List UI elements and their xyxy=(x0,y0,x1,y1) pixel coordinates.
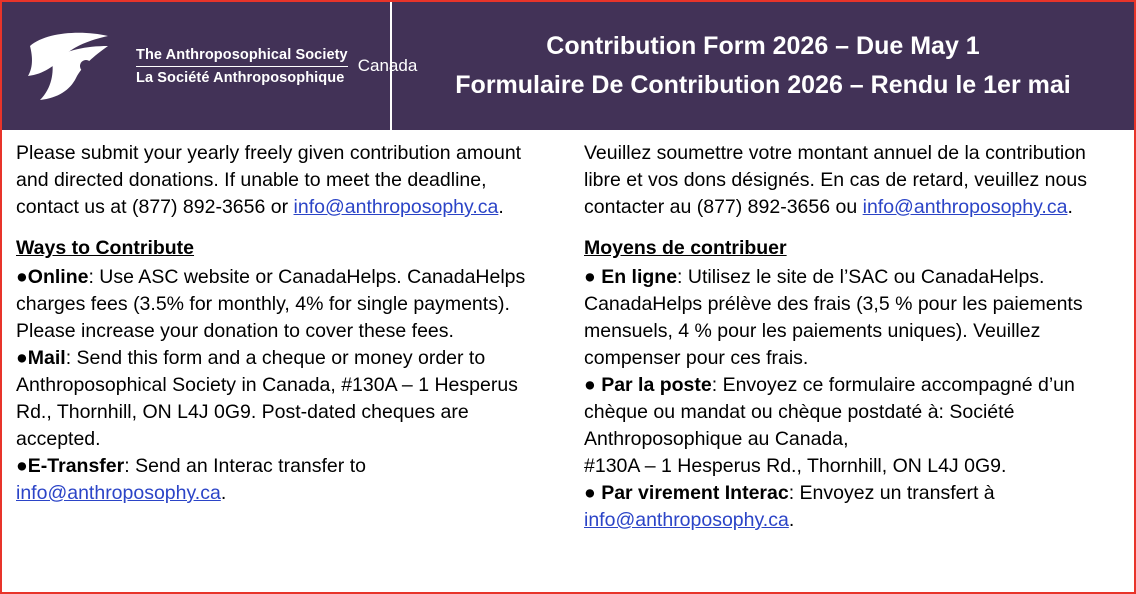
english-etransfer-label: ●E-Transfer xyxy=(16,455,125,477)
english-mail-item xyxy=(16,345,540,453)
english-mail-text: : Send this form and a cheque or money order to Anthroposophical Society in Canada, #130A – 1 Hesperus Rd., Thornhill, ON L4J 0G9. Post-dated cheques are accepted. xyxy=(16,347,518,450)
french-mail-label: ● Par la poste xyxy=(584,374,712,396)
logo-text xyxy=(136,47,417,86)
french-intro-text-2: . xyxy=(1067,196,1073,218)
french-column xyxy=(568,140,1124,534)
form-title-french: Formulaire De Contribution 2026 – Rendu le 1er mai xyxy=(455,71,1071,99)
anthroposophical-society-logo-icon xyxy=(24,30,124,102)
french-etransfer-end: . xyxy=(788,509,795,531)
logo-country-label: Canada xyxy=(357,56,418,75)
english-online-item xyxy=(16,264,540,345)
english-etransfer-item xyxy=(16,453,540,507)
french-etransfer-text: : Envoyez un transfert à xyxy=(788,482,995,504)
french-etransfer-email-link[interactable]: info@anthroposophy.ca xyxy=(584,509,789,531)
english-online-text: : Use ASC website or CanadaHelps. CanadaHelps charges fees (3.5% for monthly, 4% for single payments). Please increase your donation to cover these fees. xyxy=(16,266,526,342)
english-online-label: ●Online xyxy=(16,266,89,288)
logo-line-english: The Anthroposophical Society xyxy=(136,47,348,67)
french-online-label: ● En ligne xyxy=(584,266,678,288)
english-mail-label: ●Mail xyxy=(16,347,66,369)
french-online-text: : Utilisez le site de l’SAC ou CanadaHelps. CanadaHelps prélève des frais (3,5 % pour les paiements mensuels, 4 % pour les paiements uniques). Veuillez compenser pour ces frais. xyxy=(584,266,1083,369)
english-etransfer-text: : Send an Interac transfer to xyxy=(124,455,366,477)
french-mail-text: : Envoyez ce formulaire accompagné d’un chèque ou mandat ou chèque postdaté à: Société Anthroposophique au Canada, xyxy=(584,374,1075,450)
french-intro-text-1: Veuillez soumettre votre montant annuel de la contribution libre et vos dons désignés. En cas de retard, veuillez nous contacter au (877) 892-3656 ou xyxy=(584,142,1087,218)
french-mail-address: #130A – 1 Hesperus Rd., Thornhill, ON L4J 0G9. xyxy=(584,455,1007,477)
title-block xyxy=(392,2,1134,130)
english-etransfer-email-link[interactable]: info@anthroposophy.ca xyxy=(16,482,221,504)
french-intro-email-link[interactable]: info@anthroposophy.ca xyxy=(862,196,1068,218)
english-ways-to-contribute-heading: Ways to Contribute xyxy=(16,237,195,259)
french-etransfer-item xyxy=(584,480,1124,534)
body-columns xyxy=(2,130,1134,534)
french-online-item xyxy=(584,264,1124,372)
logo-line-french: La Société Anthroposophique xyxy=(136,69,345,86)
french-mail-item xyxy=(584,372,1124,453)
english-intro-email-link[interactable]: info@anthroposophy.ca xyxy=(293,196,499,218)
header-band xyxy=(2,2,1134,130)
english-etransfer-end: . xyxy=(220,482,227,504)
form-title-english: Contribution Form 2026 – Due May 1 xyxy=(546,31,980,60)
french-ways-to-contribute-heading: Moyens de contribuer xyxy=(584,237,787,259)
english-column xyxy=(12,140,568,534)
french-intro-paragraph xyxy=(584,140,1124,221)
english-intro-paragraph xyxy=(16,140,540,221)
english-intro-text-2: . xyxy=(498,196,504,218)
english-intro-text-1: Please submit your yearly freely given contribution amount and directed donations. If unable to meet the deadline, contact us at (877) 892-3656 or xyxy=(16,142,522,218)
french-etransfer-label: ● Par virement Interac xyxy=(584,482,789,504)
logo-block xyxy=(2,2,418,130)
